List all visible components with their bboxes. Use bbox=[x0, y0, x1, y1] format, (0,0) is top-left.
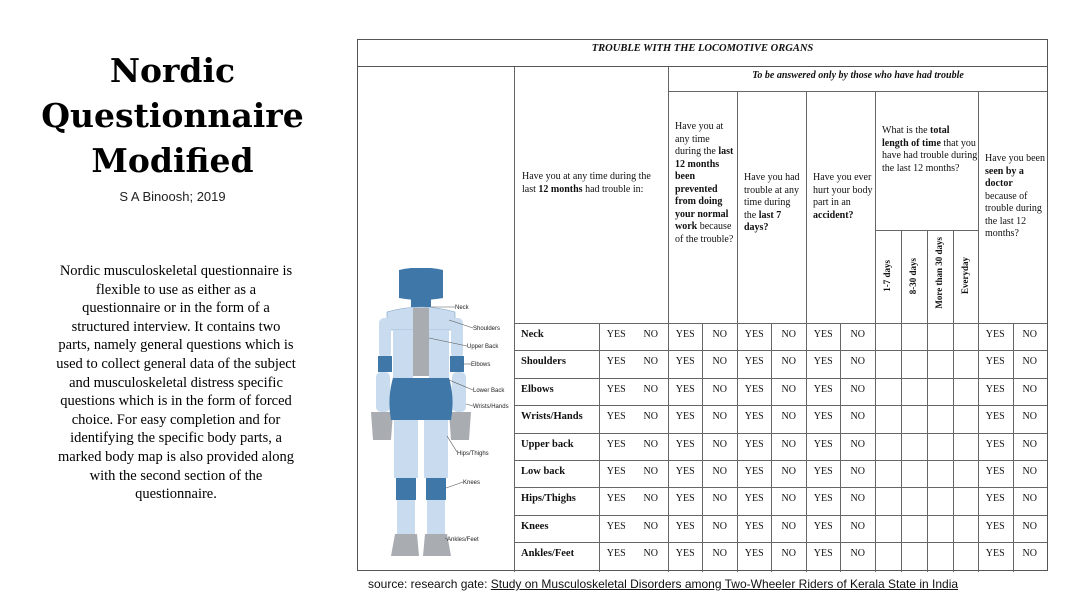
yes-option[interactable]: YES bbox=[606, 548, 626, 560]
row-label-knees: Knees bbox=[521, 520, 549, 532]
yes-option[interactable]: YES bbox=[606, 383, 626, 395]
no-option[interactable]: NO bbox=[1022, 383, 1037, 395]
no-option[interactable]: NO bbox=[850, 466, 865, 477]
yes-option[interactable]: YES bbox=[813, 520, 833, 532]
questionnaire-figure bbox=[357, 39, 1048, 571]
title-line-3: Modified bbox=[91, 141, 254, 180]
no-option[interactable]: NO bbox=[781, 438, 796, 450]
no-option[interactable]: NO bbox=[643, 411, 658, 423]
no-option[interactable]: NO bbox=[643, 438, 658, 450]
yes-option[interactable]: YES bbox=[606, 438, 626, 450]
yes-option[interactable]: YES bbox=[675, 493, 695, 505]
grid-hline bbox=[875, 230, 978, 231]
grid-vline bbox=[953, 230, 954, 572]
no-option[interactable]: NO bbox=[712, 356, 727, 368]
grid-vline bbox=[927, 230, 928, 572]
yes-option[interactable]: YES bbox=[744, 383, 764, 395]
no-option[interactable]: NO bbox=[1022, 548, 1037, 560]
question-4: Have you ever hurt your body part in an accident? bbox=[813, 172, 873, 221]
no-option[interactable]: NO bbox=[850, 438, 865, 450]
yes-option[interactable]: YES bbox=[985, 411, 1005, 423]
table-subheader: To be answered only by those who have had trouble bbox=[752, 70, 964, 81]
body-label-neck: Neck bbox=[455, 305, 469, 311]
body-label-knees: Knees bbox=[463, 480, 481, 486]
no-option[interactable]: NO bbox=[781, 493, 796, 505]
no-option[interactable]: NO bbox=[712, 493, 727, 505]
body-label-hips-thighs: Hips/Thighs bbox=[457, 451, 489, 457]
question-2: Have you at any time during the last 12 months been prevented from doing your normal work because of the trouble? bbox=[675, 121, 734, 245]
body-label-elbows: Elbows bbox=[471, 362, 491, 368]
duration-everyday: Everyday bbox=[960, 257, 970, 294]
no-option[interactable]: NO bbox=[850, 329, 865, 340]
source-prefix: source: research gate: bbox=[368, 577, 491, 591]
grid-hline bbox=[514, 405, 1047, 406]
yes-option[interactable]: YES bbox=[744, 411, 764, 423]
grid-vline bbox=[875, 91, 876, 572]
no-option[interactable]: NO bbox=[1022, 493, 1037, 505]
row-label-neck: Neck bbox=[521, 329, 544, 340]
body-figure bbox=[371, 268, 471, 556]
grid-hline bbox=[514, 515, 1047, 516]
row-label-ankles-feet: Ankles/Feet bbox=[521, 548, 575, 560]
no-option[interactable]: NO bbox=[643, 548, 658, 560]
no-option[interactable]: NO bbox=[850, 548, 865, 560]
yes-option[interactable]: YES bbox=[744, 329, 764, 340]
yes-option[interactable]: YES bbox=[813, 329, 833, 340]
grid-hline bbox=[514, 323, 1047, 324]
yes-option[interactable]: YES bbox=[744, 493, 764, 505]
yes-option[interactable]: YES bbox=[985, 548, 1005, 560]
yes-option[interactable]: YES bbox=[675, 438, 695, 450]
row-label-hips-thighs: Hips/Thighs bbox=[521, 493, 576, 505]
yes-option[interactable]: YES bbox=[985, 438, 1005, 450]
yes-option[interactable]: YES bbox=[606, 466, 626, 477]
grid-vline bbox=[514, 67, 515, 572]
yes-option[interactable]: YES bbox=[744, 520, 764, 532]
no-option[interactable]: NO bbox=[781, 520, 796, 532]
yes-option[interactable]: YES bbox=[813, 493, 833, 505]
no-option[interactable]: NO bbox=[643, 329, 658, 340]
grid-hline bbox=[514, 350, 1047, 351]
row-label-shoulders: Shoulders bbox=[521, 356, 566, 368]
yes-option[interactable]: YES bbox=[744, 466, 764, 477]
yes-option[interactable]: YES bbox=[606, 493, 626, 505]
no-option[interactable]: NO bbox=[781, 356, 796, 368]
yes-option[interactable]: YES bbox=[813, 411, 833, 423]
yes-option[interactable]: YES bbox=[606, 329, 626, 340]
no-option[interactable]: NO bbox=[712, 438, 727, 450]
no-option[interactable]: NO bbox=[850, 356, 865, 368]
body-map bbox=[363, 268, 515, 563]
yes-option[interactable]: YES bbox=[985, 383, 1005, 395]
yes-option[interactable]: YES bbox=[813, 356, 833, 368]
yes-option[interactable]: YES bbox=[606, 356, 626, 368]
grid-hline bbox=[514, 460, 1047, 461]
body-label-upper-back: Upper Back bbox=[467, 344, 499, 350]
yes-option[interactable]: YES bbox=[675, 329, 695, 340]
no-option[interactable]: NO bbox=[712, 548, 727, 560]
yes-option[interactable]: YES bbox=[985, 329, 1005, 340]
grid-vline bbox=[901, 230, 902, 572]
yes-option[interactable]: YES bbox=[985, 466, 1005, 477]
grid-hline bbox=[668, 91, 1047, 92]
grid-hline bbox=[514, 378, 1047, 379]
no-option[interactable]: NO bbox=[712, 520, 727, 532]
no-option[interactable]: NO bbox=[712, 411, 727, 423]
question-6: Have you been seen by a doctor because of trouble during the last 12 months? bbox=[985, 153, 1045, 239]
title-line-1: Nordic bbox=[109, 51, 236, 90]
body-label-wrists-hands: Wrists/Hands bbox=[473, 404, 509, 410]
row-label-upper-back: Upper back bbox=[521, 438, 574, 450]
yes-option[interactable]: YES bbox=[813, 548, 833, 560]
no-option[interactable]: NO bbox=[781, 411, 796, 423]
no-option[interactable]: NO bbox=[781, 466, 796, 477]
no-option[interactable]: NO bbox=[1022, 356, 1037, 368]
no-option[interactable]: NO bbox=[1022, 329, 1037, 340]
no-option[interactable]: NO bbox=[850, 383, 865, 395]
yes-option[interactable]: YES bbox=[813, 438, 833, 450]
yes-option[interactable]: YES bbox=[675, 466, 695, 477]
title-line-2: Questionnaire bbox=[41, 96, 304, 135]
question-3: Have you had trouble at any time during the last 7 days? bbox=[744, 172, 800, 233]
yes-option[interactable]: YES bbox=[606, 520, 626, 532]
no-option[interactable]: NO bbox=[781, 383, 796, 395]
yes-option[interactable]: YES bbox=[606, 411, 626, 423]
duration-1-7-days: 1-7 days bbox=[882, 260, 892, 292]
no-option[interactable]: NO bbox=[1022, 466, 1037, 477]
row-label-low-back: Low back bbox=[521, 466, 566, 477]
no-option[interactable]: NO bbox=[712, 383, 727, 395]
source-link[interactable]: Study on Musculoskeletal Disorders among Two-Wheeler Riders of Kerala State in India bbox=[490, 577, 959, 591]
yes-option[interactable]: YES bbox=[675, 356, 695, 368]
description-text: Nordic musculoskeletal questionnaire is flexible to use as either as a questionnaire or in the form of a structured interview. It contains two parts, namely general questions which is used to collect general data of the subject and musculoskeletal distress specific questions which is in the form of forced choice. For easy completion and for identifying the specific body parts, a marked body map is also provided along with the second section of the questionnaire. bbox=[56, 263, 296, 503]
no-option[interactable]: NO bbox=[850, 493, 865, 505]
no-option[interactable]: NO bbox=[781, 548, 796, 560]
body-label-shoulders: Shoulders bbox=[473, 326, 501, 332]
no-option[interactable]: NO bbox=[850, 411, 865, 423]
yes-option[interactable]: YES bbox=[675, 520, 695, 532]
no-option[interactable]: NO bbox=[1022, 411, 1037, 423]
duration-more-than-30-days: More than 30 days bbox=[934, 237, 944, 309]
no-option[interactable]: NO bbox=[850, 520, 865, 532]
no-option[interactable]: NO bbox=[643, 493, 658, 505]
grid-hline bbox=[514, 487, 1047, 488]
no-option[interactable]: NO bbox=[1022, 520, 1037, 532]
no-option[interactable]: NO bbox=[643, 520, 658, 532]
yes-option[interactable]: YES bbox=[744, 356, 764, 368]
yes-option[interactable]: YES bbox=[985, 356, 1005, 368]
yes-option[interactable]: YES bbox=[744, 438, 764, 450]
body-label-ankles-feet: Ankles/Feet bbox=[447, 537, 479, 543]
question-1: Have you at any time during the last 12 months had trouble in: bbox=[522, 171, 651, 195]
grid-hline bbox=[514, 433, 1047, 434]
yes-option[interactable]: YES bbox=[813, 383, 833, 395]
duration-8-30-days: 8-30 days bbox=[908, 258, 918, 295]
yes-option[interactable]: YES bbox=[744, 548, 764, 560]
no-option[interactable]: NO bbox=[643, 383, 658, 395]
source-line bbox=[368, 577, 958, 591]
yes-option[interactable]: YES bbox=[985, 493, 1005, 505]
yes-option[interactable]: YES bbox=[985, 520, 1005, 532]
no-option[interactable]: NO bbox=[643, 356, 658, 368]
yes-option[interactable]: YES bbox=[813, 466, 833, 477]
yes-option[interactable]: YES bbox=[675, 548, 695, 560]
page-title bbox=[40, 48, 305, 183]
no-option[interactable]: NO bbox=[712, 466, 727, 477]
row-label-wrists-hands: Wrists/Hands bbox=[521, 411, 583, 423]
no-option[interactable]: NO bbox=[712, 329, 727, 340]
yes-option[interactable]: YES bbox=[675, 383, 695, 395]
no-option[interactable]: NO bbox=[643, 466, 658, 477]
row-label-elbows: Elbows bbox=[521, 383, 554, 395]
no-option[interactable]: NO bbox=[1022, 438, 1037, 450]
grid-hline bbox=[514, 542, 1047, 543]
table-title: TROUBLE WITH THE LOCOMOTIVE ORGANS bbox=[358, 40, 1047, 67]
yes-option[interactable]: YES bbox=[675, 411, 695, 423]
body-label-lower-back: Lower Back bbox=[473, 388, 505, 394]
no-option[interactable]: NO bbox=[781, 329, 796, 340]
question-5: What is the total length of time that you have had trouble during the last 12 months? bbox=[882, 125, 978, 174]
author-citation: S A Binoosh; 2019 bbox=[119, 189, 226, 204]
